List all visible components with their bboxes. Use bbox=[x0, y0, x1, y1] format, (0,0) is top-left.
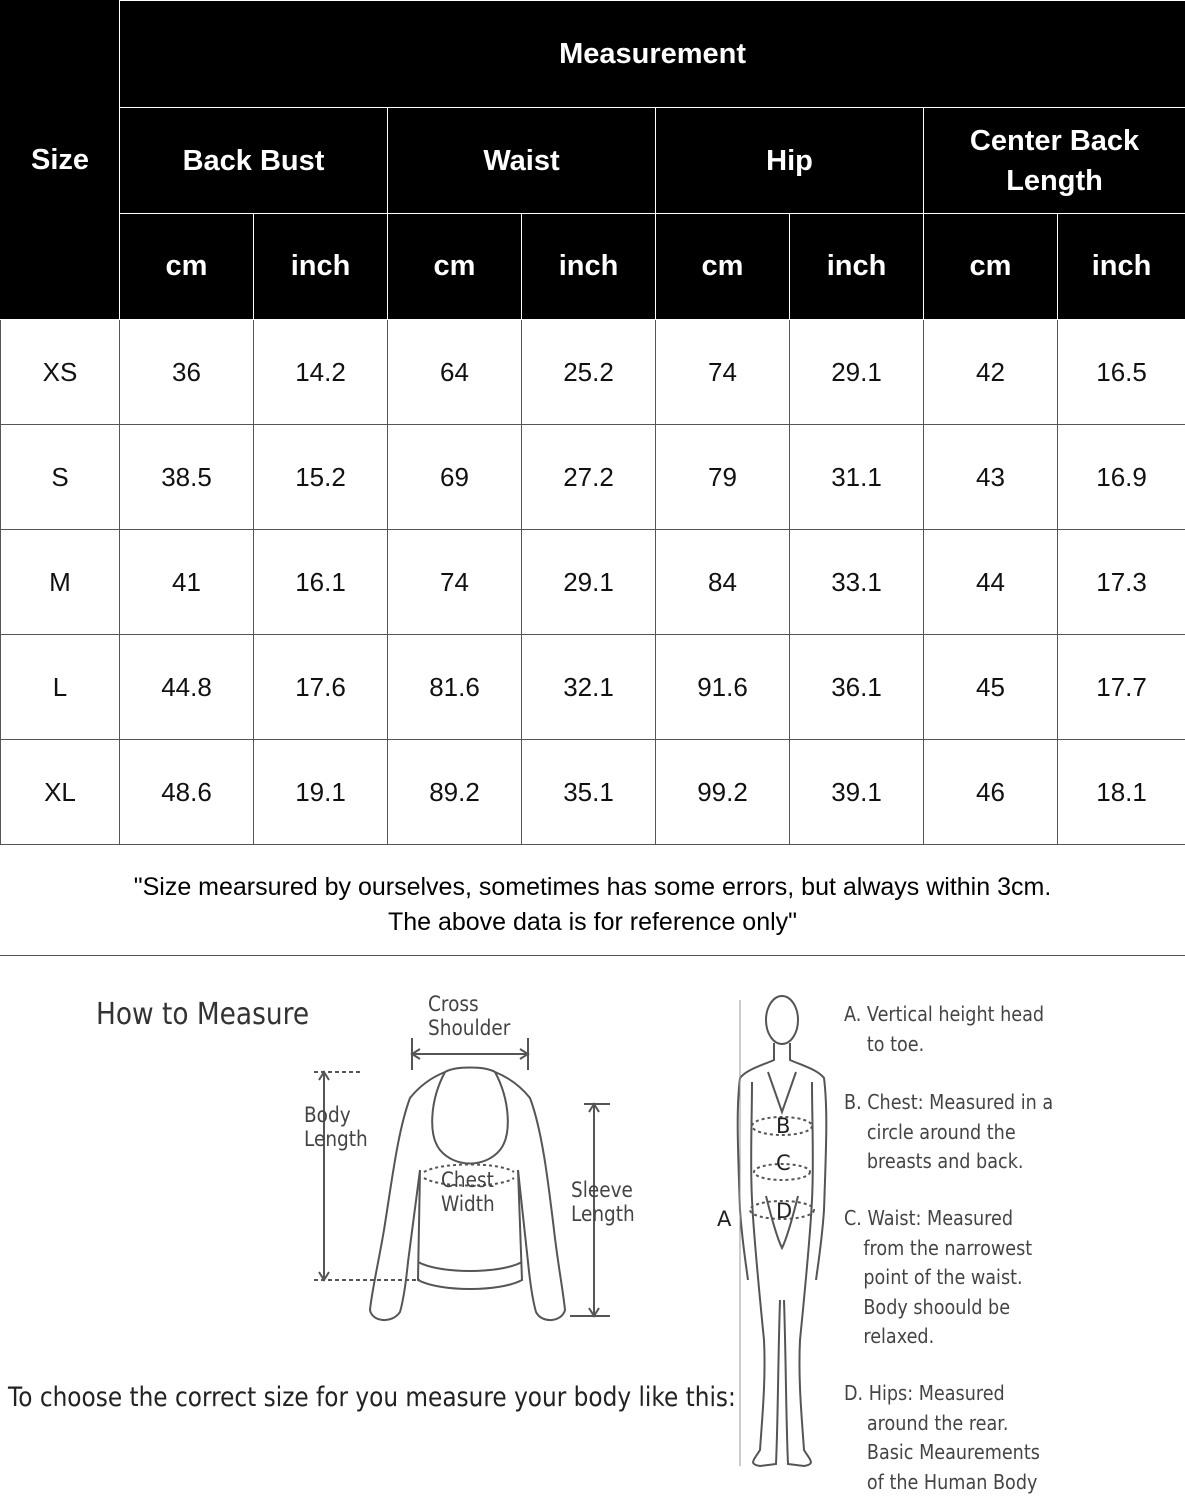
definition-line: circle around the bbox=[866, 1119, 1016, 1144]
label-line: Cross bbox=[428, 992, 479, 1016]
instruction-text: To choose the correct size for you measure your body like this: bbox=[8, 1382, 736, 1413]
waist-header: Waist bbox=[388, 108, 656, 214]
definition-line: relaxed. bbox=[863, 1324, 935, 1348]
measurement-cell: 29.1 bbox=[790, 320, 924, 425]
definition-line: of the Human Body bbox=[866, 1469, 1038, 1494]
unit-header: cm bbox=[656, 214, 790, 320]
measurement-cell: 35.1 bbox=[522, 740, 656, 845]
measurement-cell: 48.6 bbox=[120, 740, 254, 845]
measurement-cell: 69 bbox=[388, 425, 522, 530]
definition-line: breasts and back. bbox=[866, 1149, 1024, 1173]
center-back-length-header: Center Back Length bbox=[924, 108, 1185, 214]
unit-header: inch bbox=[254, 214, 388, 320]
unit-header: inch bbox=[522, 214, 656, 320]
measurement-cell: 16.5 bbox=[1058, 320, 1185, 425]
definition-line: from the narrowest bbox=[863, 1235, 1033, 1260]
label-line: Length bbox=[304, 1127, 368, 1151]
size-header: Size bbox=[1, 1, 120, 320]
label-line: Chest bbox=[441, 1168, 494, 1192]
measurement-cell: 16.9 bbox=[1058, 425, 1185, 530]
definition-c bbox=[844, 1204, 1032, 1352]
definition-line: point of the waist. bbox=[863, 1265, 1023, 1289]
unit-header: inch bbox=[1058, 214, 1185, 320]
definition-head: B. Chest: Measured in a bbox=[844, 1090, 1054, 1114]
measurement-cell: 64 bbox=[388, 320, 522, 425]
measurement-cell: 99.2 bbox=[656, 740, 790, 845]
label-line: Width bbox=[441, 1192, 495, 1216]
measurement-cell: 74 bbox=[656, 320, 790, 425]
definition-b bbox=[844, 1088, 1053, 1177]
definition-line: around the rear. bbox=[866, 1410, 1009, 1435]
disclaimer-line: "Size mearsured by ourselves, sometimes has some errors, but always within 3cm. bbox=[133, 873, 1052, 901]
measurement-cell: 74 bbox=[388, 530, 522, 635]
measurement-cell: 38.5 bbox=[120, 425, 254, 530]
body-marker-a: A bbox=[717, 1207, 732, 1231]
measurement-cell: 31.1 bbox=[790, 425, 924, 530]
definition-head: A. Vertical height head bbox=[844, 1002, 1045, 1026]
measurement-cell: 89.2 bbox=[388, 740, 522, 845]
measurement-cell: 36 bbox=[120, 320, 254, 425]
back-bust-header: Back Bust bbox=[120, 108, 388, 214]
measurement-cell: 44.8 bbox=[120, 635, 254, 740]
measurement-cell: 79 bbox=[656, 425, 790, 530]
measurement-cell: 33.1 bbox=[790, 530, 924, 635]
body-marker-c: C bbox=[776, 1151, 791, 1175]
unit-header: cm bbox=[388, 214, 522, 320]
measurement-cell: 15.2 bbox=[254, 425, 388, 530]
measurement-cell: 43 bbox=[924, 425, 1058, 530]
measurement-cell: 18.1 bbox=[1058, 740, 1185, 845]
unit-header: cm bbox=[120, 214, 254, 320]
size-cell: S bbox=[1, 425, 120, 530]
size-cell: L bbox=[1, 635, 120, 740]
body-marker-b: B bbox=[776, 1114, 791, 1138]
measurement-cell: 46 bbox=[924, 740, 1058, 845]
measurement-cell: 19.1 bbox=[254, 740, 388, 845]
unit-header: inch bbox=[790, 214, 924, 320]
label-line: Shoulder bbox=[428, 1016, 511, 1040]
size-cell: XL bbox=[1, 740, 120, 845]
measurement-cell: 91.6 bbox=[656, 635, 790, 740]
definition-a bbox=[844, 1000, 1044, 1059]
definition-line: Body shoould be bbox=[863, 1294, 1011, 1319]
label-line: Sleeve bbox=[571, 1178, 633, 1202]
definition-line: Basic Meaurements bbox=[866, 1440, 1040, 1464]
definition-head: D. Hips: Measured bbox=[844, 1381, 1005, 1405]
definition-line: to toe. bbox=[866, 1031, 925, 1056]
measurement-cell: 36.1 bbox=[790, 635, 924, 740]
measurement-cell: 44 bbox=[924, 530, 1058, 635]
label-line: Body bbox=[304, 1103, 351, 1127]
size-cell: XS bbox=[1, 320, 120, 425]
measurement-cell: 17.7 bbox=[1058, 635, 1185, 740]
disclaimer-line: The above data is for reference only" bbox=[387, 908, 798, 936]
unit-header: cm bbox=[924, 214, 1058, 320]
measurement-cell: 81.6 bbox=[388, 635, 522, 740]
measurement-cell: 17.6 bbox=[254, 635, 388, 740]
how-to-measure-title: How to Measure bbox=[96, 997, 310, 1032]
measurement-cell: 84 bbox=[656, 530, 790, 635]
measurement-cell: 32.1 bbox=[522, 635, 656, 740]
measurement-cell: 42 bbox=[924, 320, 1058, 425]
measurement-cell: 14.2 bbox=[254, 320, 388, 425]
measurement-header: Measurement bbox=[120, 1, 1185, 108]
measurement-cell: 16.1 bbox=[254, 530, 388, 635]
body-marker-d: D bbox=[776, 1199, 793, 1223]
size-cell: M bbox=[1, 530, 120, 635]
measurement-cell: 25.2 bbox=[522, 320, 656, 425]
measurement-cell: 41 bbox=[120, 530, 254, 635]
measurement-cell: 17.3 bbox=[1058, 530, 1185, 635]
label-line: Length bbox=[571, 1202, 635, 1226]
measurement-cell: 27.2 bbox=[522, 425, 656, 530]
measurement-cell: 39.1 bbox=[790, 740, 924, 845]
measurement-cell: 29.1 bbox=[522, 530, 656, 635]
measurement-cell: 45 bbox=[924, 635, 1058, 740]
hip-header: Hip bbox=[656, 108, 924, 214]
definition-head: C. Waist: Measured bbox=[844, 1206, 1014, 1230]
definition-d bbox=[844, 1379, 1040, 1497]
